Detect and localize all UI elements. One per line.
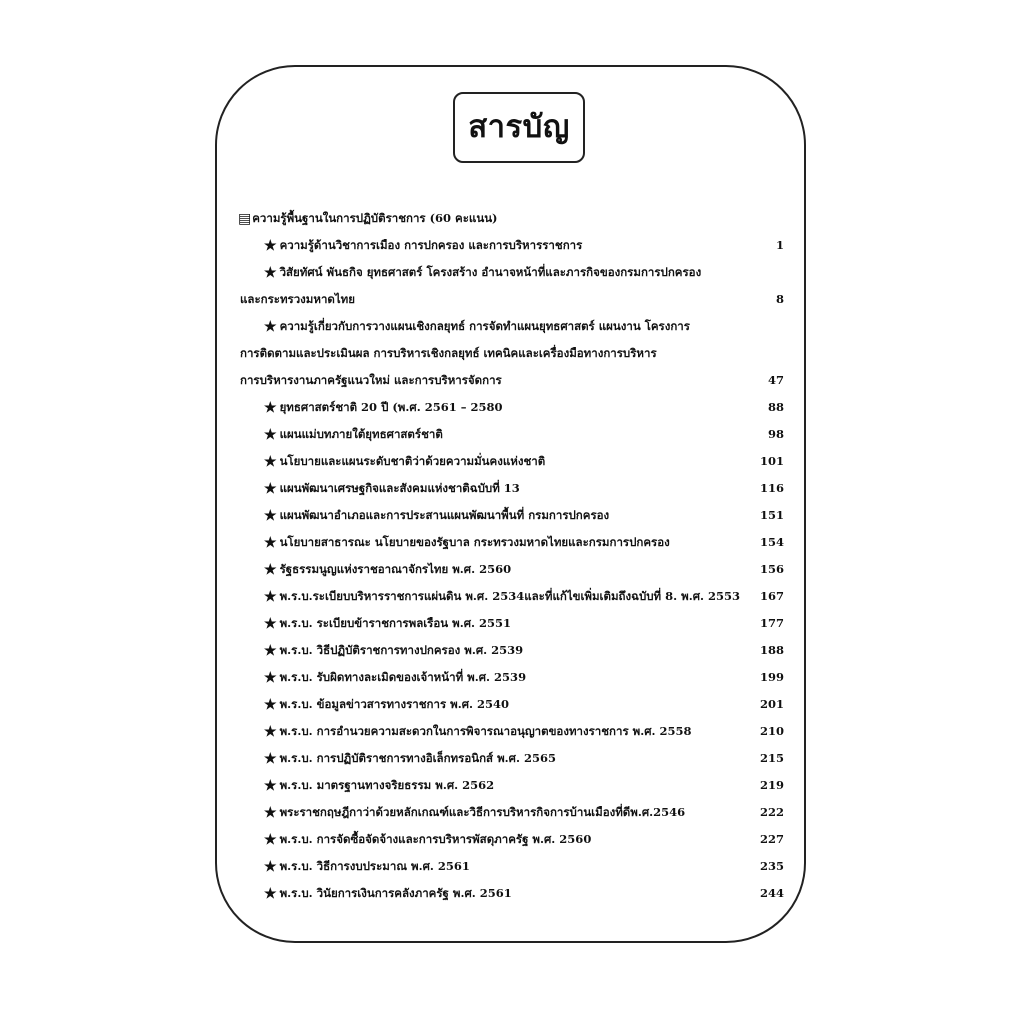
toc-page-number: 101 xyxy=(759,454,784,468)
toc-entry-title: การติดตามและประเมินผล การบริหารเชิงกลยุทธ์ เทคนิคและเครื่องมือทางการบริหาร xyxy=(240,346,657,360)
star-icon: ★ xyxy=(264,697,277,713)
toc-page-number: 227 xyxy=(759,832,784,846)
toc-entry xyxy=(238,718,790,745)
toc-entry-title: พ.ร.บ.ระเบียบบริหารราชการแผ่นดิน พ.ศ. 2534และที่แก้ไขเพิ่มเติมถึงฉบับที่ 8. พ.ศ. 2553 xyxy=(279,589,741,603)
toc-entry-title: และกระทรวงมหาดไทย xyxy=(240,292,355,306)
toc-page-number: 151 xyxy=(759,508,784,522)
toc-entry-title: พ.ร.บ. การปฏิบัติราชการทางอิเล็กทรอนิกส์ พ.ศ. 2565 xyxy=(279,751,556,765)
book-icon: ▤ xyxy=(238,211,252,227)
toc-entry-title: นโยบายและแผนระดับชาติว่าด้วยความมั่นคงแห่งชาติ xyxy=(279,454,546,468)
toc-page-number: 116 xyxy=(759,481,784,495)
toc-entry-title: การบริหารงานภาครัฐแนวใหม่ และการบริหารจัดการ xyxy=(240,373,502,387)
toc-page-number: 88 xyxy=(767,400,784,414)
star-icon: ★ xyxy=(264,562,277,578)
section-heading-label: ความรู้พื้นฐานในการปฏิบัติราชการ (60 คะแนน) xyxy=(252,211,498,225)
star-icon: ★ xyxy=(264,508,277,524)
toc-entry xyxy=(238,745,790,772)
star-icon: ★ xyxy=(264,400,277,416)
table-of-contents xyxy=(238,205,790,907)
toc-entry xyxy=(238,529,790,556)
toc-entry xyxy=(238,421,790,448)
star-icon: ★ xyxy=(264,589,277,605)
toc-entry xyxy=(238,502,790,529)
toc-entry xyxy=(238,232,790,259)
toc-page-number: 156 xyxy=(759,562,784,576)
toc-entry xyxy=(238,637,790,664)
star-icon: ★ xyxy=(264,454,277,470)
toc-entry xyxy=(238,610,790,637)
toc-page-number: 8 xyxy=(775,292,784,306)
toc-entry xyxy=(238,313,790,340)
toc-entry xyxy=(238,691,790,718)
star-icon: ★ xyxy=(264,481,277,497)
toc-page-number: 222 xyxy=(759,805,784,819)
toc-entry xyxy=(238,853,790,880)
toc-entry-title: แผนแม่บทภายใต้ยุทธศาสตร์ชาติ xyxy=(279,427,443,441)
star-icon: ★ xyxy=(264,643,277,659)
toc-entry xyxy=(238,799,790,826)
star-icon: ★ xyxy=(264,859,277,875)
toc-entry-title: พ.ร.บ. ข้อมูลข่าวสารทางราชการ พ.ศ. 2540 xyxy=(279,697,510,711)
star-icon: ★ xyxy=(264,832,277,848)
toc-page-number: 47 xyxy=(767,373,784,387)
star-icon: ★ xyxy=(264,238,277,254)
toc-entry xyxy=(238,475,790,502)
toc-page-number: 215 xyxy=(759,751,784,765)
toc-page-number: 98 xyxy=(767,427,784,441)
toc-entry xyxy=(238,826,790,853)
star-icon: ★ xyxy=(264,535,277,551)
toc-entry-title: นโยบายสาธารณะ นโยบายของรัฐบาล กระทรวงมหาดไทยและกรมการปกครอง xyxy=(279,535,670,549)
page-title: สารบัญ xyxy=(468,109,570,145)
toc-entry-title: พ.ร.บ. ระเบียบข้าราชการพลเรือน พ.ศ. 2551 xyxy=(279,616,512,630)
toc-entry-title: พ.ร.บ. รับผิดทางละเมิดของเจ้าหน้าที่ พ.ศ. 2539 xyxy=(279,670,527,684)
toc-entry-title: ความรู้ด้านวิชาการเมือง การปกครอง และการบริหารราชการ xyxy=(279,238,583,252)
toc-entry-title: พ.ร.บ. การอำนวยความสะดวกในการพิจารณาอนุญาตของทางราชการ พ.ศ. 2558 xyxy=(279,724,692,738)
toc-page-number: 219 xyxy=(759,778,784,792)
toc-entry xyxy=(238,772,790,799)
toc-entry-title: แผนพัฒนาอำเภอและการประสานแผนพัฒนาพื้นที่ กรมการปกครอง xyxy=(279,508,610,522)
toc-page-number: 177 xyxy=(759,616,784,630)
toc-page-number: 154 xyxy=(759,535,784,549)
toc-entry xyxy=(238,394,790,421)
toc-entry-title: พ.ร.บ. มาตรฐานทางจริยธรรม พ.ศ. 2562 xyxy=(279,778,495,792)
star-icon: ★ xyxy=(264,778,277,794)
star-icon: ★ xyxy=(264,319,277,335)
toc-entry-title: ความรู้เกี่ยวกับการวางแผนเชิงกลยุทธ์ การจัดทำแผนยุทธศาสตร์ แผนงาน โครงการ xyxy=(279,319,690,333)
toc-entry xyxy=(238,664,790,691)
toc-page-number: 1 xyxy=(775,238,784,252)
toc-page-number: 188 xyxy=(759,643,784,657)
star-icon: ★ xyxy=(264,724,277,740)
toc-entry-continuation xyxy=(238,286,790,313)
toc-entry xyxy=(238,448,790,475)
toc-entry-title: ยุทธศาสตร์ชาติ 20 ปี (พ.ศ. 2561 – 2580 xyxy=(279,400,503,414)
toc-entry-title: พระราชกฤษฎีกาว่าด้วยหลักเกณฑ์และวิธีการบริหารกิจการบ้านเมืองที่ดีพ.ศ.2546 xyxy=(279,805,686,819)
star-icon: ★ xyxy=(264,265,277,281)
section-heading xyxy=(238,205,790,232)
title-box xyxy=(453,92,585,163)
toc-entry xyxy=(238,556,790,583)
toc-entry xyxy=(238,583,790,610)
toc-entry xyxy=(238,259,790,286)
toc-entry-title: แผนพัฒนาเศรษฐกิจและสังคมแห่งชาติฉบับที่ 13 xyxy=(279,481,520,495)
toc-page-number: 201 xyxy=(759,697,784,711)
toc-entry-title: วิสัยทัศน์ พันธกิจ ยุทธศาสตร์ โครงสร้าง อำนาจหน้าที่และภารกิจของกรมการปกครอง xyxy=(279,265,702,279)
star-icon: ★ xyxy=(264,427,277,443)
star-icon: ★ xyxy=(264,751,277,767)
toc-entry-continuation xyxy=(238,367,790,394)
toc-page-number: 244 xyxy=(759,886,784,900)
toc-entry-title: รัฐธรรมนูญแห่งราชอาณาจักรไทย พ.ศ. 2560 xyxy=(279,562,512,576)
toc-page-number: 167 xyxy=(759,589,784,603)
toc-page-number: 235 xyxy=(759,859,784,873)
toc-entry-continuation xyxy=(238,340,790,367)
star-icon: ★ xyxy=(264,886,277,902)
toc-entry-title: พ.ร.บ. วินัยการเงินการคลังภาครัฐ พ.ศ. 2561 xyxy=(279,886,512,900)
toc-page-number: 199 xyxy=(759,670,784,684)
toc-entry-title: พ.ร.บ. การจัดซื้อจัดจ้างและการบริหารพัสดุภาครัฐ พ.ศ. 2560 xyxy=(279,832,592,846)
toc-entry xyxy=(238,880,790,907)
toc-page-number: 210 xyxy=(759,724,784,738)
toc-entry-title: พ.ร.บ. วิธีการงบประมาณ พ.ศ. 2561 xyxy=(279,859,470,873)
star-icon: ★ xyxy=(264,805,277,821)
toc-entry-title: พ.ร.บ. วิธีปฏิบัติราชการทางปกครอง พ.ศ. 2539 xyxy=(279,643,524,657)
star-icon: ★ xyxy=(264,616,277,632)
star-icon: ★ xyxy=(264,670,277,686)
